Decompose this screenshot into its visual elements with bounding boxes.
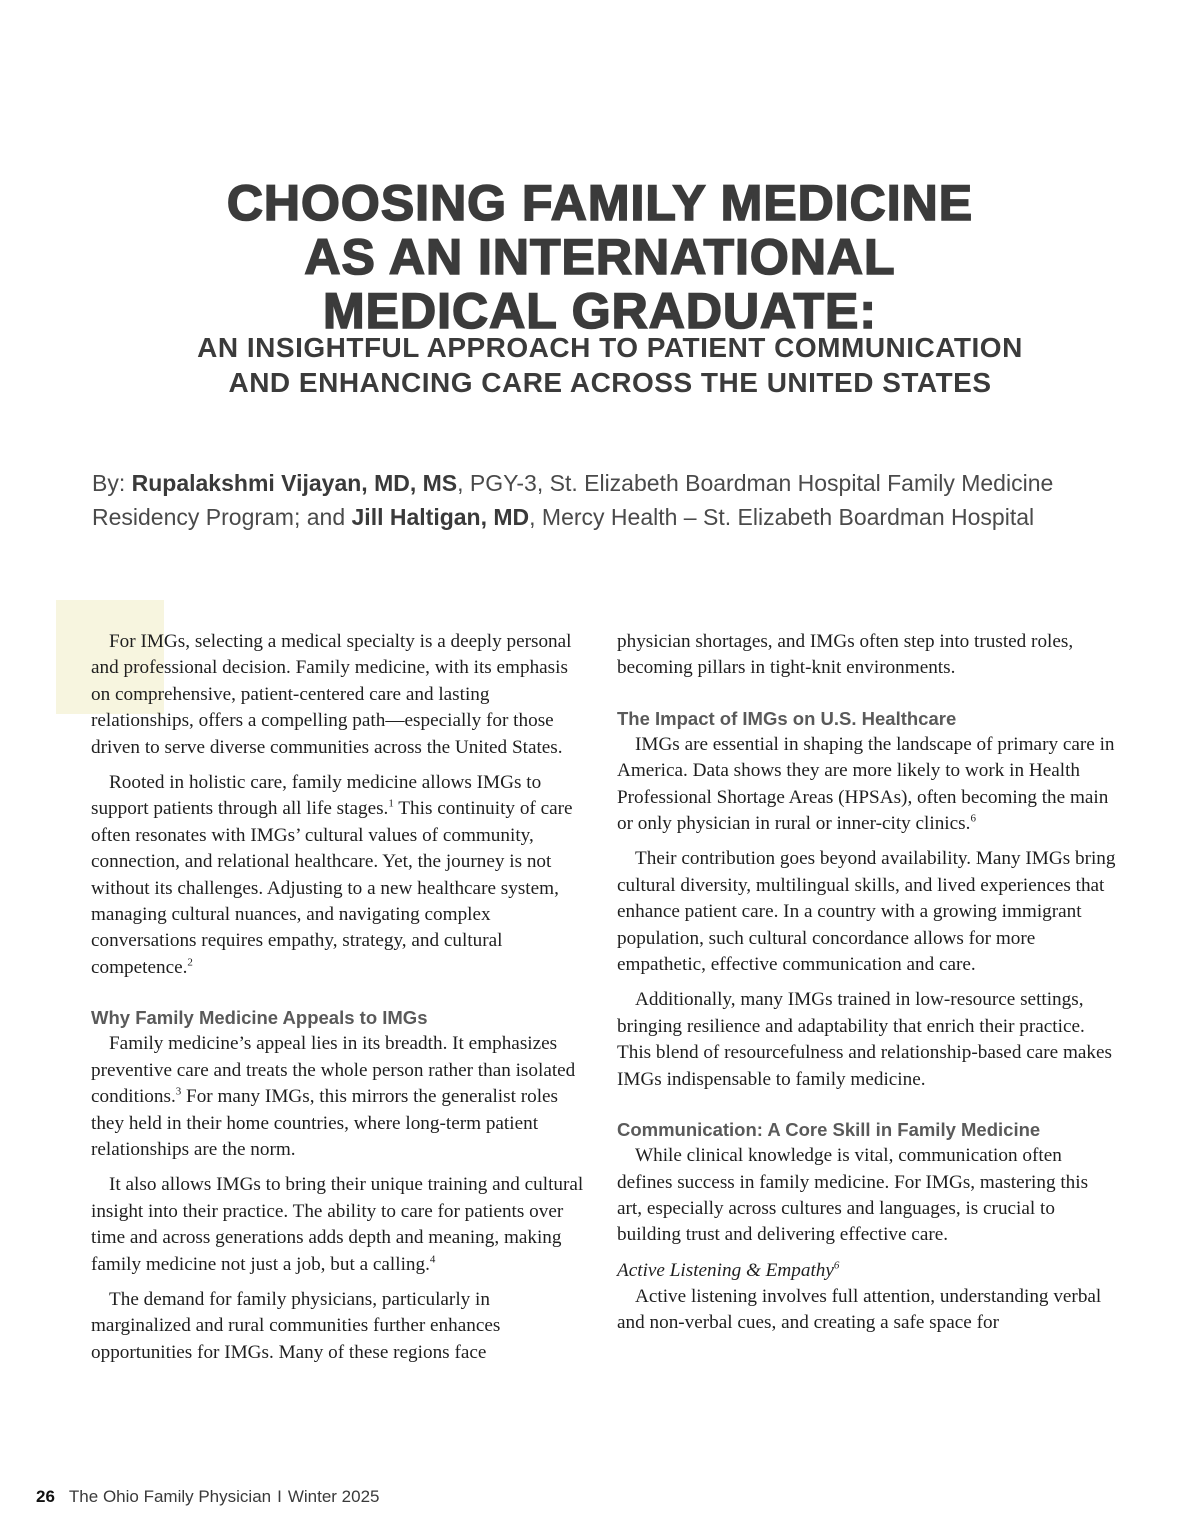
paragraph bbox=[617, 1284, 1117, 1337]
paragraph bbox=[617, 629, 1117, 682]
paragraph bbox=[617, 732, 1117, 838]
author-affiliation: , PGY-3, St. Elizabeth Boardman Hospital Family Medicine Residency Program; and bbox=[92, 470, 1054, 530]
section-heading: Why Family Medicine Appeals to IMGs bbox=[91, 1007, 428, 1029]
footer-separator: I bbox=[277, 1487, 282, 1506]
issue-date: Winter 2025 bbox=[287, 1487, 380, 1506]
paragraph bbox=[91, 1172, 591, 1278]
footnote-ref: 2 bbox=[187, 956, 193, 969]
footnote-ref: 3 bbox=[175, 1085, 182, 1098]
paragraph-text: Additionally, many IMGs trained in low-resource settings, bringing resilience and adaptability that enrich their practice. This blend of resourcefulness and relationship-based care makes IMGs indispensable to family medicine. bbox=[617, 989, 1112, 1090]
page-footer bbox=[36, 1487, 380, 1507]
paragraph bbox=[91, 770, 591, 981]
title-line: CHOOSING FAMILY MEDICINE bbox=[226, 175, 974, 231]
paragraph-text: For many IMGs, this mirrors the generalist roles they held in their home countries, where long-term patient relationships are the norm. bbox=[91, 1086, 559, 1160]
paragraph-text: Family medicine’s appeal lies in its breadth. It emphasizes preventive care and treats the whole person rather than isolated conditions. bbox=[91, 1033, 576, 1108]
article-title bbox=[60, 176, 1140, 338]
author-name: Rupalakshmi Vijayan, MD, MS bbox=[131, 470, 458, 496]
title-line: AS AN INTERNATIONAL bbox=[304, 229, 896, 285]
paragraph-text: IMGs are essential in shaping the landscape of primary care in America. Data shows they are more likely to work in Health Professional Shortage Areas (HPSAs), often becoming the main or only physician in rural or inner-city clinics. bbox=[617, 733, 1115, 835]
subsection-heading-text: Active Listening & Empathy bbox=[617, 1259, 834, 1281]
title-line: MEDICAL GRADUATE: bbox=[322, 283, 877, 339]
paragraph-text: It also allows IMGs to bring their unique training and cultural insight into their practice. The ability to care for patients over time and across generations adds depth and meaning, making family medicine not just a job, but a calling. bbox=[91, 1174, 584, 1275]
byline-prefix: By: bbox=[92, 470, 132, 496]
subtitle-line: AND ENHANCING CARE ACROSS THE UNITED STATES bbox=[228, 367, 992, 398]
paragraph-text: The demand for family physicians, particularly in marginalized and rural communities further enhances opportunities for IMGs. Many of these regions face bbox=[91, 1288, 501, 1363]
paragraph-text: Rooted in holistic care, family medicine allows IMGs to support patients through all life stages. bbox=[91, 772, 542, 820]
section-heading: The Impact of IMGs on U.S. Healthcare bbox=[617, 707, 957, 729]
paragraph-text: This continuity of care often resonates with IMGs’ cultural values of community, connection, and relational healthcare. Yet, the journey is not without its challenges. Adjusting to a new healthcare system, managing cultural nuances, and navigating complex conversations requires empathy, strategy, and cultural competence. bbox=[91, 798, 573, 978]
paragraph bbox=[91, 1031, 591, 1163]
footnote-ref: 6 bbox=[833, 1259, 840, 1272]
author-affiliation: , Mercy Health – St. Elizabeth Boardman Hospital bbox=[529, 504, 1035, 530]
section-heading: Communication: A Core Skill in Family Medicine bbox=[617, 1119, 1041, 1141]
footnote-ref: 1 bbox=[388, 798, 394, 811]
article-subtitle bbox=[60, 330, 1160, 400]
publication-name: The Ohio Family Physician bbox=[68, 1487, 272, 1506]
author-name: Jill Haltigan, MD bbox=[351, 504, 530, 530]
paragraph bbox=[91, 629, 591, 761]
paragraph-text: Active listening involves full attention, understanding verbal and non-verbal cues, and creating a safe space for bbox=[617, 1285, 1102, 1334]
left-column bbox=[91, 629, 591, 1375]
page-number: 26 bbox=[36, 1487, 55, 1506]
subsection-heading bbox=[617, 1258, 1117, 1284]
paragraph-text: While clinical knowledge is vital, communication often defines success in family medicine. For IMGs, mastering this art, especially across cultures and languages, is crucial to building trust and delivering effective care. bbox=[617, 1145, 1089, 1246]
subtitle-line: AN INSIGHTFUL APPROACH TO PATIENT COMMUNICATION bbox=[197, 332, 1023, 363]
paragraph-text: For IMGs, selecting a medical specialty is a deeply personal and professional decision. Family medicine, with its emphasis on comprehensive, patient-centered care and lasting relationships, offers a compelling path—especially for those driven to serve diverse communities across the United States. bbox=[91, 631, 572, 758]
paragraph bbox=[617, 987, 1117, 1093]
paragraph bbox=[617, 1143, 1117, 1249]
paragraph-text: physician shortages, and IMGs often step into trusted roles, becoming pillars in tight-knit environments. bbox=[617, 631, 1074, 679]
byline bbox=[92, 466, 1092, 534]
right-column bbox=[617, 629, 1117, 1346]
paragraph bbox=[617, 846, 1117, 978]
paragraph bbox=[91, 1287, 591, 1366]
footnote-ref: 6 bbox=[970, 812, 976, 825]
paragraph-text: Their contribution goes beyond availability. Many IMGs bring cultural diversity, multilingual skills, and lived experiences that enhance patient care. In a country with a growing immigrant population, such cultural concordance allows for more empathetic, effective communication and care. bbox=[617, 848, 1116, 976]
footnote-ref: 4 bbox=[429, 1253, 436, 1266]
